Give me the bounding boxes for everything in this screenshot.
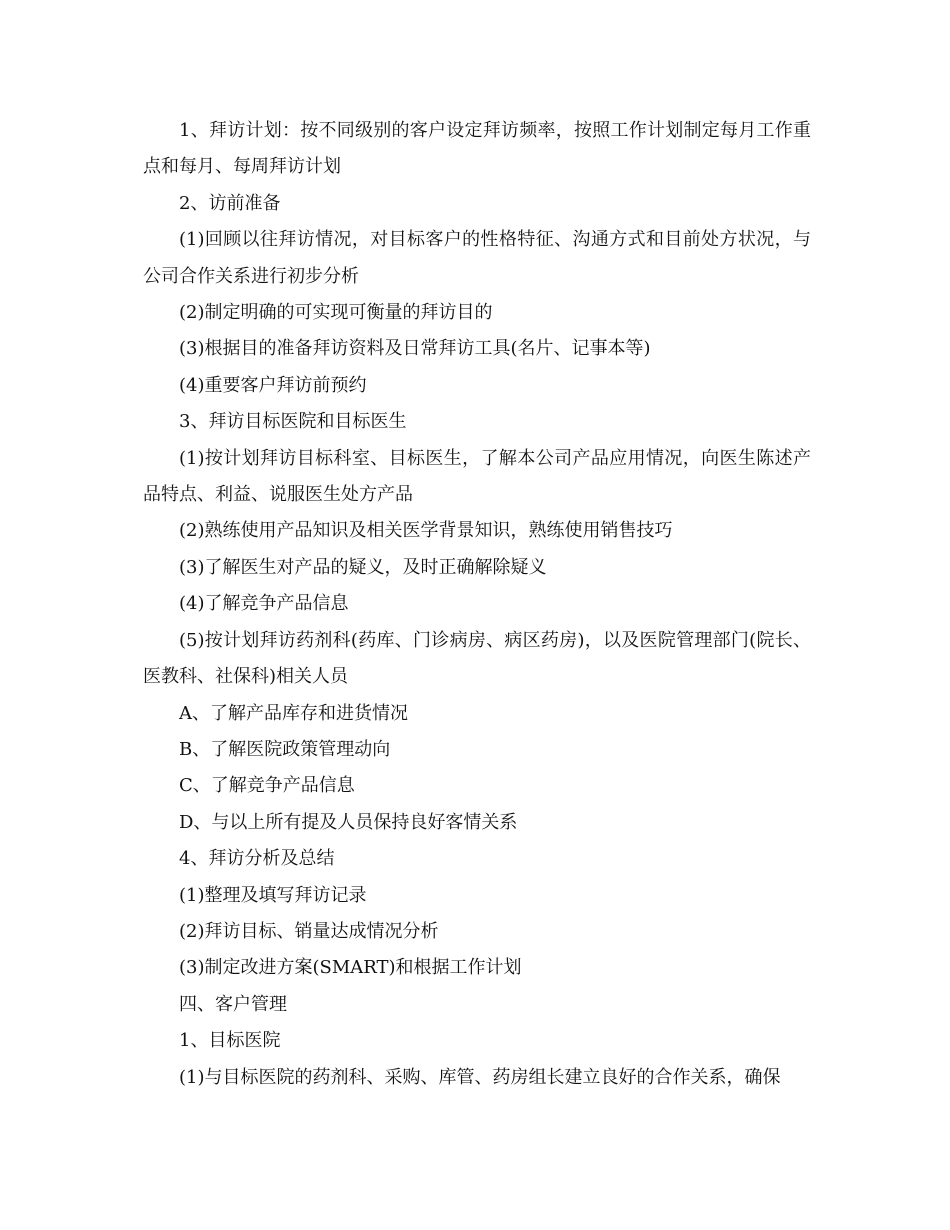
paragraph-13: A、了解产品库存和进货情况 (179, 702, 408, 724)
paragraph-2: 2、访前准备 (179, 192, 281, 214)
paragraph-8: (1)按计划拜访目标科室、目标医生，了解本公司产品应用情况，向医生陈述产品特点、利益、说服医生处方产品 (143, 447, 811, 506)
paragraph-1: 1、拜访计划：按不同级别的客户设定拜访频率，按照工作计划制定每月工作重点和每月、每周拜访计划 (143, 120, 811, 178)
paragraph-17: 4、拜访分析及总结 (179, 848, 335, 870)
paragraph-21: 四、客户管理 (179, 993, 287, 1015)
paragraph-20: (3)制定改进方案(SMART)和根据工作计划 (179, 957, 522, 979)
paragraph-16: D、与以上所有提及人员保持良好客情关系 (179, 811, 518, 833)
document-body (143, 113, 811, 1096)
paragraph-19: (2)拜访目标、销量达成情况分析 (179, 920, 439, 942)
paragraph-14: B、了解医院政策管理动向 (179, 738, 391, 760)
paragraph-6: (4)重要客户拜访前预约 (179, 374, 367, 396)
paragraph-11: (4)了解竞争产品信息 (179, 593, 349, 615)
paragraph-10: (3)了解医生对产品的疑义，及时正确解除疑义 (179, 556, 547, 578)
paragraph-3: (1)回顾以往拜访情况，对目标客户的性格特征、沟通方式和目前处方状况，与公司合作关系进行初步分析 (143, 229, 811, 287)
paragraph-12: (5)按计划拜访药剂科(药库、门诊病房、病区药房)，以及医院管理部门(院长、医教科、社保科)相关人员 (143, 629, 811, 688)
paragraph-4: (2)制定明确的可实现可衡量的拜访目的 (179, 302, 493, 324)
paragraph-15: C、了解竞争产品信息 (179, 775, 355, 797)
paragraph-7: 3、拜访目标医院和目标医生 (179, 411, 407, 433)
paragraph-23: (1)与目标医院的药剂科、采购、库管、药房组长建立良好的合作关系，确保 (179, 1066, 781, 1088)
paragraph-9: (2)熟练使用产品知识及相关医学背景知识，熟练使用销售技巧 (179, 520, 673, 542)
paragraph-18: (1)整理及填写拜访记录 (179, 884, 367, 906)
paragraph-5: (3)根据目的准备拜访资料及日常拜访工具(名片、记事本等) (179, 338, 651, 360)
paragraph-22: 1、目标医院 (179, 1030, 281, 1052)
